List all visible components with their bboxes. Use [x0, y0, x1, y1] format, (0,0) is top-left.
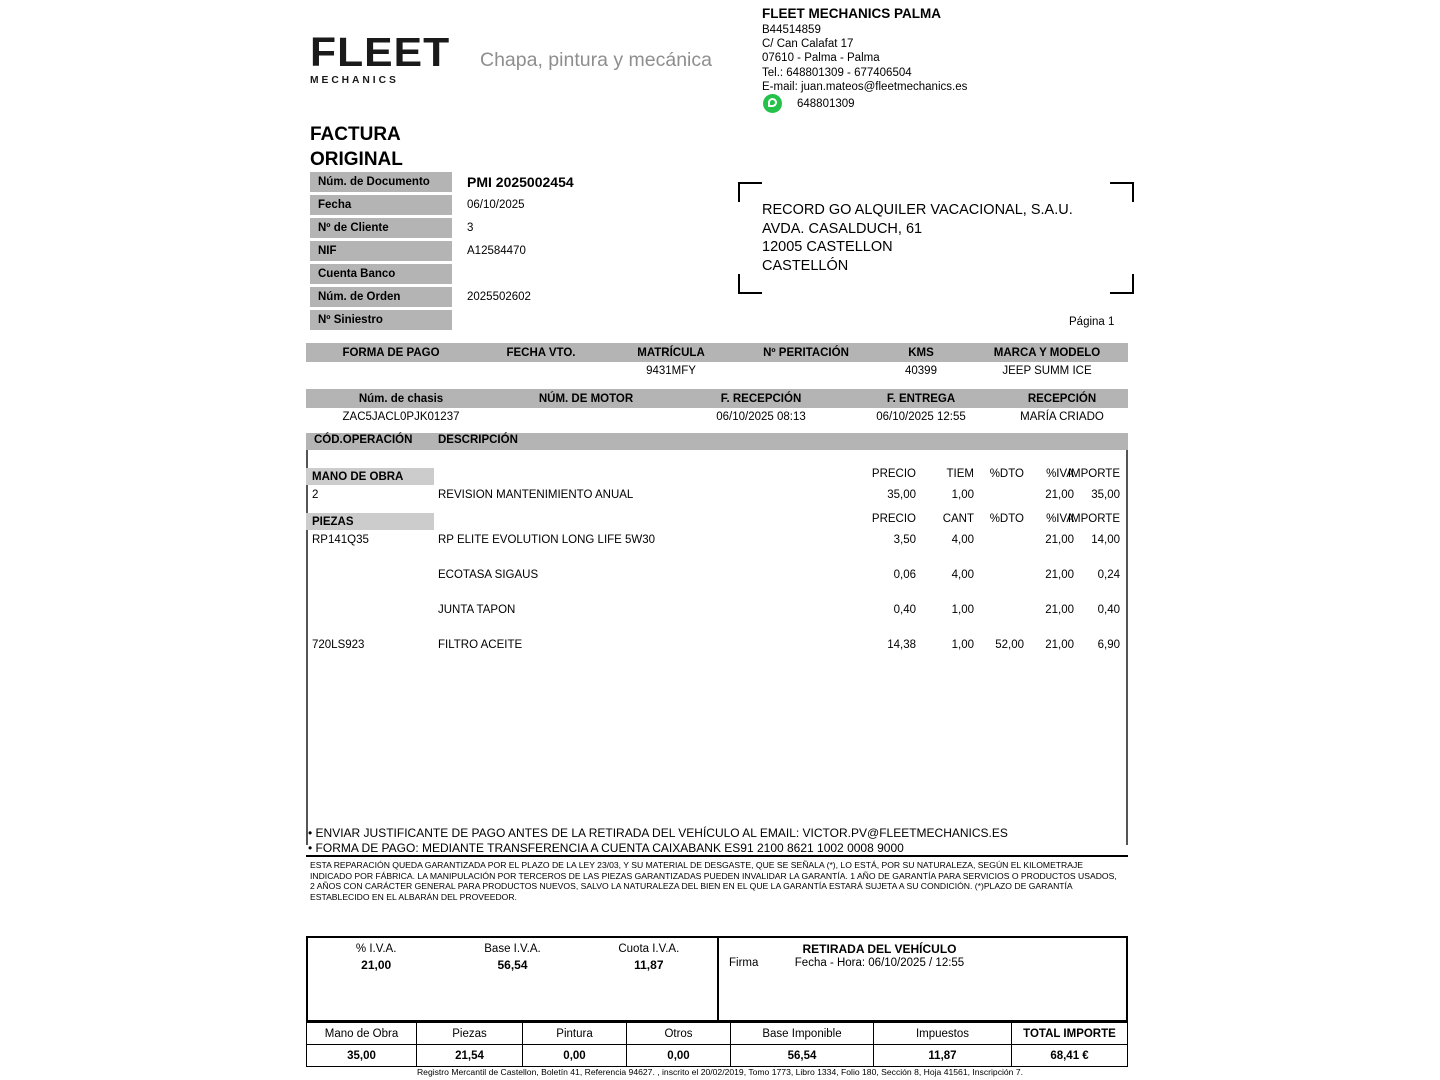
logo-tagline: Chapa, pintura y mecánica: [480, 48, 712, 71]
cuota-iva-cell: [581, 938, 717, 1020]
col-total-importe: TOTAL IMPORTE: [1012, 1023, 1128, 1045]
warranty-legal-text: ESTA REPARACIÓN QUEDA GARANTIZADA POR EL PLAZO DE LA LEY 23/03, Y SU MATERIAL DE DESGASTE, QUE SE SEÑALA (*), LO ESTÁ, POR SU NATURALEZA, SEGÚN EL KILOMETRAJE INDICADO POR FÁBRICA. LA MANIPULACIÓN POR TERCEROS DE LAS PIEZAS GARANTIZADAS PUEDEN INVALIDAR LA GARANTÍA. 1 AÑO DE GARANTÍA PARA SERVICIOS O PRODUCTOS USADOS, 2 AÑOS CON CARÁCTER GENERAL PARA PRODUCTOS NUEVOS, SALVO LA NATURALEZA DEL BIEN EN EL QUE LA GARANTÍA ESTARÁ SUJETA A SU CONDICIÓN. (*)PLAZO DE GARANTÍA ESTABLECIDO EN EL ALBARÁN DEL PROVEEDOR.: [310, 860, 1117, 902]
item-cantidad: 1,00: [951, 604, 974, 616]
crop-mark-icon: [1110, 274, 1134, 294]
meta-label: Núm. de Orden: [310, 287, 452, 307]
iva-percent-value: 21,00: [361, 958, 392, 972]
val-recepcion: MARÍA CRIADO: [1020, 411, 1104, 423]
payment-notes: [308, 826, 1128, 856]
col-otros: Otros: [627, 1023, 731, 1045]
signature-label: Firma: [729, 957, 759, 969]
item-importe: 0,24: [1097, 569, 1120, 581]
table-row: [310, 310, 640, 330]
item-tiempo: 1,00: [951, 489, 974, 501]
table-row: [306, 362, 1128, 380]
whatsapp-icon: [763, 94, 782, 113]
table-row: [307, 1045, 1128, 1067]
customer-address-box: [738, 182, 1134, 294]
table-row: [306, 569, 1124, 587]
table-header-row: [306, 389, 1128, 408]
col-precio: PRECIO: [871, 468, 916, 480]
pickup-datetime: Fecha - Hora: 06/10/2025 / 12:55: [794, 957, 965, 969]
meta-label: Nº de Cliente: [310, 218, 452, 238]
tax-summary-frame: [306, 936, 1128, 1022]
val-motor: [496, 408, 676, 426]
table-row: [310, 241, 640, 261]
whatsapp-contact: [763, 94, 855, 113]
whatsapp-number: 648801309: [797, 97, 855, 110]
item-description: REVISION MANTENIMIENTO ANUAL: [438, 489, 634, 501]
vehicle-pickup-block: [721, 938, 1126, 1020]
company-city: 07610 - Palma - Palma: [762, 52, 880, 65]
labor-column-headers: [306, 468, 1124, 485]
meta-label: Nº Siniestro: [310, 310, 452, 330]
item-iva: 21,00: [1045, 639, 1074, 651]
base-iva-cell: [444, 938, 580, 1020]
page-title: [310, 122, 403, 172]
crop-mark-icon: [738, 182, 762, 202]
val-impuestos: 11,87: [874, 1045, 1012, 1067]
iva-percent-cell: [308, 938, 444, 1020]
warranty-legal-box: [306, 855, 1128, 902]
logo-mark: [310, 29, 451, 86]
meta-label: Fecha: [310, 195, 452, 215]
item-cantidad: 4,00: [951, 534, 974, 546]
customer-province: CASTELLÓN: [762, 257, 849, 274]
col-base-imponible: Base Imponible: [731, 1023, 874, 1045]
meta-value: 2025502602: [467, 291, 531, 303]
item-code: 2: [312, 489, 319, 501]
item-precio: 3,50: [893, 534, 916, 546]
val-matricula: 9431MFY: [646, 365, 696, 377]
item-importe: 14,00: [1091, 534, 1120, 546]
vehicle-table-secondary: [306, 389, 1128, 426]
item-description: FILTRO ACEITE: [438, 639, 523, 651]
meta-label: NIF: [310, 241, 452, 261]
col-iva: %IVA: [1046, 468, 1074, 480]
table-row: [306, 408, 1128, 426]
table-row: [310, 218, 640, 238]
col-matricula: MATRÍCULA: [606, 343, 736, 362]
item-iva: 21,00: [1045, 534, 1074, 546]
val-f-entrega: 06/10/2025 12:55: [876, 411, 966, 423]
customer-address: [762, 201, 1073, 275]
item-cantidad: 1,00: [951, 639, 974, 651]
crop-mark-icon: [1110, 182, 1134, 202]
col-fecha-vto: FECHA VTO.: [476, 343, 606, 362]
val-otros: 0,00: [627, 1045, 731, 1067]
col-importe: IMPORTE: [1067, 468, 1120, 480]
line-items-header: [306, 433, 1128, 450]
col-forma-pago: FORMA DE PAGO: [306, 343, 476, 362]
meta-value: [452, 310, 467, 330]
col-impuestos: Impuestos: [874, 1023, 1012, 1045]
val-fecha-vto: [476, 362, 606, 380]
meta-label: Cuenta Banco: [310, 264, 452, 284]
item-importe: 35,00: [1091, 489, 1120, 501]
iva-percent-label: % I.V.A.: [355, 943, 397, 955]
val-marca-modelo: JEEP SUMM ICE: [1002, 365, 1092, 377]
crop-mark-icon: [738, 274, 762, 294]
val-chasis: ZAC5JACL0PJK01237: [342, 411, 460, 423]
item-iva: 21,00: [1045, 489, 1074, 501]
item-description: ECOTASA SIGAUS: [438, 569, 539, 581]
grand-totals-table: [306, 1022, 1128, 1067]
val-pintura: 0,00: [523, 1045, 627, 1067]
company-email: E-mail: juan.mateos@fleetmechanics.es: [762, 80, 968, 93]
item-precio: 0,40: [893, 604, 916, 616]
parts-column-headers: [306, 513, 1124, 530]
company-tax-id: B44514859: [762, 24, 821, 36]
invoice-meta-table: [310, 172, 640, 333]
col-cant: CANT: [942, 513, 974, 525]
col-f-recepcion: F. RECEPCIÓN: [676, 389, 846, 408]
document-copy-type: ORIGINAL: [310, 149, 403, 170]
customer-street: AVDA. CASALDUCH, 61: [762, 220, 923, 237]
company-phone: Tel.: 648801309 - 677406504: [762, 66, 912, 79]
meta-value: [452, 264, 467, 284]
table-header-row: [306, 343, 1128, 362]
item-iva: 21,00: [1045, 604, 1074, 616]
company-name: FLEET MECHANICS PALMA: [762, 6, 941, 21]
item-description: JUNTA TAPON: [438, 604, 516, 616]
col-importe: IMPORTE: [1067, 513, 1120, 525]
item-code: 720LS923: [312, 639, 365, 651]
registry-footer: Registro Mercantil de Castellon, Boletín 41, Referencia 94627. , inscrito el 20/02/2019, Tomo 1773, Libro 1334, Folio 180, Sección 8, Hoja 41561, Inscripción 7.: [416, 1067, 1024, 1077]
val-base-imponible: 56,54: [731, 1045, 874, 1067]
base-iva-value: 56,54: [497, 958, 528, 972]
item-importe: 0,40: [1097, 604, 1120, 616]
col-tiem: TIEM: [946, 468, 974, 480]
col-kms: KMS: [876, 343, 966, 362]
col-iva: %IVA: [1046, 513, 1074, 525]
customer-city: 12005 CASTELLON: [762, 239, 893, 255]
col-motor: NÚM. DE MOTOR: [496, 389, 676, 408]
col-descripcion: DESCRIPCIÓN: [438, 434, 518, 446]
val-piezas: 21,54: [417, 1045, 523, 1067]
col-f-entrega: F. ENTREGA: [846, 389, 996, 408]
val-f-recepcion: 06/10/2025 08:13: [716, 411, 806, 423]
col-dto: %DTO: [989, 513, 1024, 525]
col-mano-obra: Mano de Obra: [307, 1023, 417, 1045]
item-precio: 0,06: [893, 569, 916, 581]
item-cantidad: 4,00: [951, 569, 974, 581]
item-dto: 52,00: [995, 639, 1024, 651]
val-kms: 40399: [905, 365, 937, 377]
col-dto: %DTO: [989, 468, 1024, 480]
table-row: [310, 172, 640, 192]
company-logo: [310, 29, 712, 88]
item-description: RP ELITE EVOLUTION LONG LIFE 5W30: [438, 534, 656, 546]
item-iva: 21,00: [1045, 569, 1074, 581]
logo-brand-text: FLEET: [310, 29, 451, 76]
document-type: FACTURA: [310, 124, 401, 145]
col-piezas: Piezas: [417, 1023, 523, 1045]
customer-name: RECORD GO ALQUILER VACACIONAL, S.A.U.: [762, 202, 1073, 218]
item-precio: 35,00: [887, 489, 916, 501]
section-piezas: PIEZAS: [306, 513, 434, 530]
col-pintura: Pintura: [523, 1023, 627, 1045]
meta-label: Núm. de Documento: [310, 172, 452, 192]
col-codigo-operacion: CÓD.OPERACIÓN: [314, 434, 413, 446]
item-importe: 6,90: [1097, 639, 1120, 651]
item-code: RP141Q35: [312, 534, 369, 546]
col-peritacion: Nº PERITACIÓN: [736, 343, 876, 362]
col-marca-modelo: MARCA Y MODELO: [966, 343, 1128, 362]
meta-value: 3: [467, 222, 474, 234]
meta-value: A12584470: [467, 245, 526, 257]
val-mano-obra: 35,00: [307, 1045, 417, 1067]
company-info: [762, 5, 967, 94]
cuota-iva-label: Cuota I.V.A.: [618, 943, 680, 955]
table-row: [310, 287, 640, 307]
meta-value: PMI 2025002454: [467, 174, 574, 190]
val-forma-pago: [306, 362, 476, 380]
section-mano-de-obra: MANO DE OBRA: [306, 468, 434, 485]
vehicle-table-primary: [306, 343, 1128, 380]
table-header-row: [307, 1023, 1128, 1045]
meta-value: 06/10/2025: [467, 199, 525, 211]
table-row: [310, 264, 640, 284]
item-precio: 14,38: [887, 639, 916, 651]
val-total-importe: 68,41 €: [1012, 1045, 1128, 1067]
page-number: Página 1: [1069, 316, 1115, 328]
table-row: [306, 604, 1124, 622]
note-line-1: • ENVIAR JUSTIFICANTE DE PAGO ANTES DE LA RETIRADA DEL VEHÍCULO AL EMAIL: VICTOR.PV@FLEETMECHANICS.ES: [308, 826, 1008, 840]
base-iva-label: Base I.V.A.: [484, 943, 541, 955]
table-row: [306, 534, 1124, 552]
col-chasis: Núm. de chasis: [306, 389, 496, 408]
val-peritacion: [736, 362, 876, 380]
company-street: C/ Can Calafat 17: [762, 38, 854, 51]
note-line-2: • FORMA DE PAGO: MEDIANTE TRANSFERENCIA A CUENTA CAIXABANK ES91 2100 8621 1002 0008 9000: [308, 841, 904, 855]
col-precio: PRECIO: [871, 513, 916, 525]
table-row: [306, 639, 1124, 657]
logo-sub-text: MECHANICS: [310, 73, 399, 86]
cuota-iva-value: 11,87: [634, 958, 664, 972]
tax-summary: [308, 938, 719, 1020]
table-row: [310, 195, 640, 215]
table-row: [306, 489, 1124, 507]
pickup-title: RETIRADA DEL VEHÍCULO: [802, 942, 957, 956]
col-recepcion: RECEPCIÓN: [996, 389, 1128, 408]
